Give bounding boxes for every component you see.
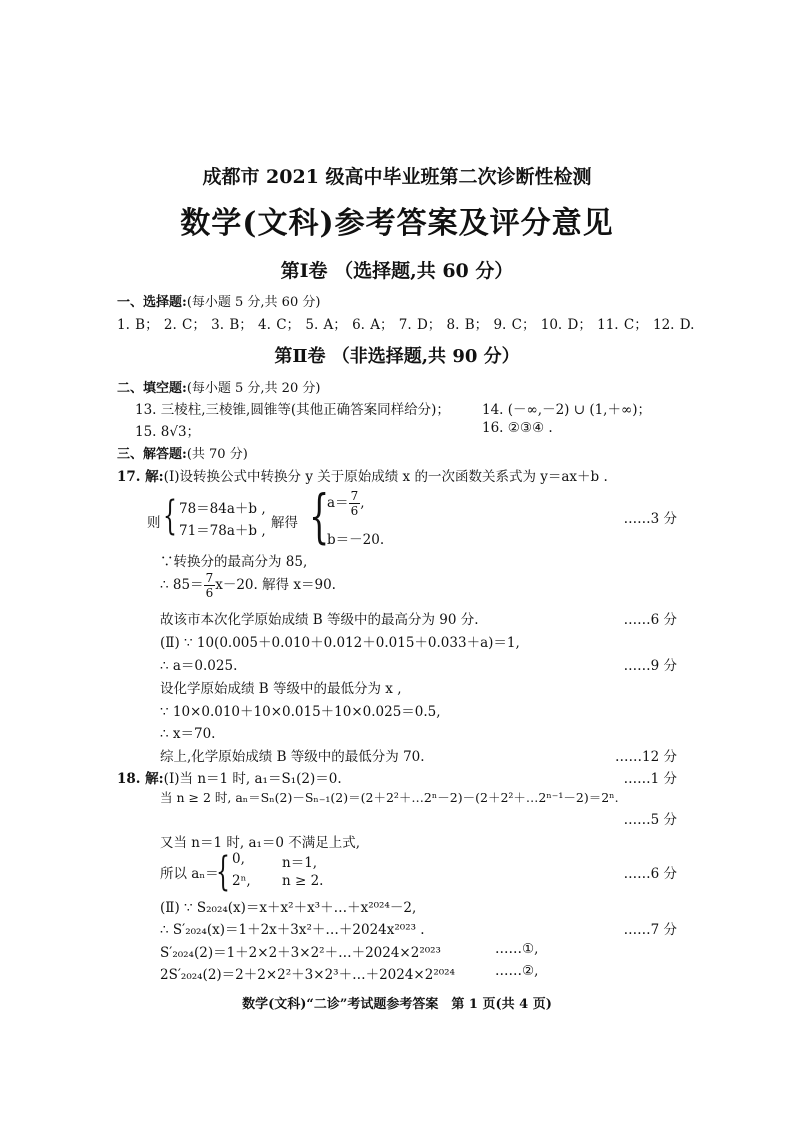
solve-label: 解得 <box>271 515 298 531</box>
left-brace-icon: { <box>309 482 330 550</box>
equation-2: 71＝78a＋b , <box>179 523 266 539</box>
score-12: ……12 分 <box>615 749 677 765</box>
score-7: ……7 分 <box>623 922 677 938</box>
q17-system <box>147 482 507 553</box>
q18-text: (Ⅰ)当 n＝1 时, a₁＝S₁(2)＝0. <box>163 771 342 787</box>
section-note: (每小题 5 分,共 20 分) <box>186 381 321 396</box>
q18-line-4: (Ⅱ) ∵ S₂₀₂₄(x)＝x＋x²＋x³＋…＋x²⁰²⁴－2, <box>160 900 417 916</box>
denominator: 6 <box>205 586 214 600</box>
system-prefix: 则 <box>147 515 161 531</box>
case-1-cond: n＝1, <box>282 855 318 871</box>
answer-13: 13. 三棱柱,三棱锥,圆锥等(其他正确答案同样给分)； <box>135 402 450 418</box>
q17-line-1 <box>117 465 608 485</box>
score-9: ……9 分 <box>623 658 677 674</box>
section-note: (共 70 分) <box>186 447 248 462</box>
score-5: ……5 分 <box>623 812 677 828</box>
part-two-heading: 第Ⅱ卷 （非选择题,共 90 分） <box>274 346 520 367</box>
score-6: ……6 分 <box>623 612 677 628</box>
q17-line-4: 故该市本次化学原始成绩 B 等级中的最高分为 90 分. <box>160 612 479 628</box>
q17-line-10: 综上,化学原始成绩 B 等级中的最低分为 70. <box>160 749 425 765</box>
document-title: 数学(文科)参考答案及评分意见 <box>180 206 614 241</box>
solution-a <box>327 489 365 518</box>
case-1-value: 0, <box>232 851 245 867</box>
case-2-cond: n ≥ 2. <box>282 873 324 889</box>
line-3-pre: ∴ 85＝ <box>160 577 204 593</box>
q18-label: 18. 解: <box>117 771 164 787</box>
answer-16: 16. ②③④ . <box>482 420 553 436</box>
section-heading-label: 一、选择题: <box>117 295 187 310</box>
case-2-value: 2ⁿ, <box>232 873 251 889</box>
q17-line-3 <box>160 571 336 600</box>
answer-15: 15. 8√3； <box>135 424 201 440</box>
denominator: 6 <box>350 504 359 518</box>
score-3: ……3 分 <box>623 511 677 527</box>
q17-label: 17. 解: <box>117 469 164 485</box>
score-1: ……1 分 <box>623 771 677 787</box>
q17-line-7: 设化学原始成绩 B 等级中的最低分为 x , <box>160 681 402 697</box>
piecewise-prefix: 所以 aₙ＝ <box>160 866 219 882</box>
q17-line-5: (Ⅱ) ∵ 10(0.005＋0.010＋0.012＋0.015＋0.033＋a)＝1, <box>160 635 520 651</box>
q17-line-9: ∴ x＝70. <box>160 726 216 742</box>
q18-piecewise <box>160 851 420 895</box>
line-3-post: x－20. 解得 x＝90. <box>215 577 336 593</box>
equation-tag-1: ……①, <box>495 941 539 957</box>
solution-a-end: , <box>360 495 365 511</box>
fraction <box>204 571 216 600</box>
solution-a-lhs: a＝ <box>327 495 349 511</box>
part-one-heading: 第Ⅰ卷 （选择题,共 60 分） <box>280 260 514 282</box>
section-note: (每小题 5 分,共 60 分) <box>186 295 321 310</box>
numerator: 7 <box>205 571 214 585</box>
q18-line-6: S′₂₀₂₄(2)＝1＋2×2＋3×2²＋…＋2024×2²⁰²³ <box>160 945 441 961</box>
q18-line-7: 2S′₂₀₂₄(2)＝2＋2×2²＋3×2³＋…＋2024×2²⁰²⁴ <box>160 967 455 983</box>
solution-b: b＝－20. <box>327 532 385 548</box>
q18-line-3: 又当 n＝1 时, a₁＝0 不满足上式, <box>160 835 361 851</box>
choice-answers: 1. B； 2. C； 3. B； 4. C； 5. A； 6. A； 7. D； 8. B； 9. C； 10. D； 11. C； 12. D. <box>117 317 695 333</box>
q18-line-1 <box>117 767 342 787</box>
page-title: 成都市 2021 级高中毕业班第二次诊断性检测 <box>202 166 592 188</box>
q18-line-2: 当 n ≥ 2 时, aₙ＝Sₙ(2)－Sₙ₋₁(2)＝(2＋2²＋…2ⁿ－2)－(2＋2²＋…2ⁿ⁻¹－2)＝2ⁿ. <box>160 790 619 805</box>
left-brace-icon: { <box>163 493 177 539</box>
section-fill-heading <box>117 377 320 396</box>
numerator: 7 <box>350 489 359 503</box>
left-brace-icon: { <box>216 849 230 895</box>
answer-14: 14. (－∞,－2) ∪ (1,＋∞)； <box>482 402 651 418</box>
q18-line-5: ∴ S′₂₀₂₄(x)＝1＋2x＋3x²＋…＋2024x²⁰²³ . <box>160 922 425 938</box>
section-heading-label: 二、填空题: <box>117 381 187 396</box>
q17-line-6: ∴ a＝0.025. <box>160 658 238 674</box>
equation-1: 78＝84a＋b , <box>179 501 266 517</box>
q17-line-2: ∵转换分的最高分为 85, <box>160 554 308 570</box>
fraction <box>349 489 361 518</box>
score-6b: ……6 分 <box>623 866 677 882</box>
section-heading-label: 三、解答题: <box>117 447 187 462</box>
equation-tag-2: ……②, <box>495 963 539 979</box>
q17-text: (Ⅰ)设转换公式中转换分 y 关于原始成绩 x 的一次函数关系式为 y＝ax＋b . <box>163 469 608 485</box>
q17-line-8: ∵ 10×0.010＋10×0.015＋10×0.025＝0.5, <box>160 704 441 720</box>
page-footer: 数学(文科)“二诊”考试题参考答案 第 1 页(共 4 页) <box>242 997 552 1012</box>
section-solve-heading <box>117 443 248 462</box>
section-choice-heading <box>117 291 320 310</box>
